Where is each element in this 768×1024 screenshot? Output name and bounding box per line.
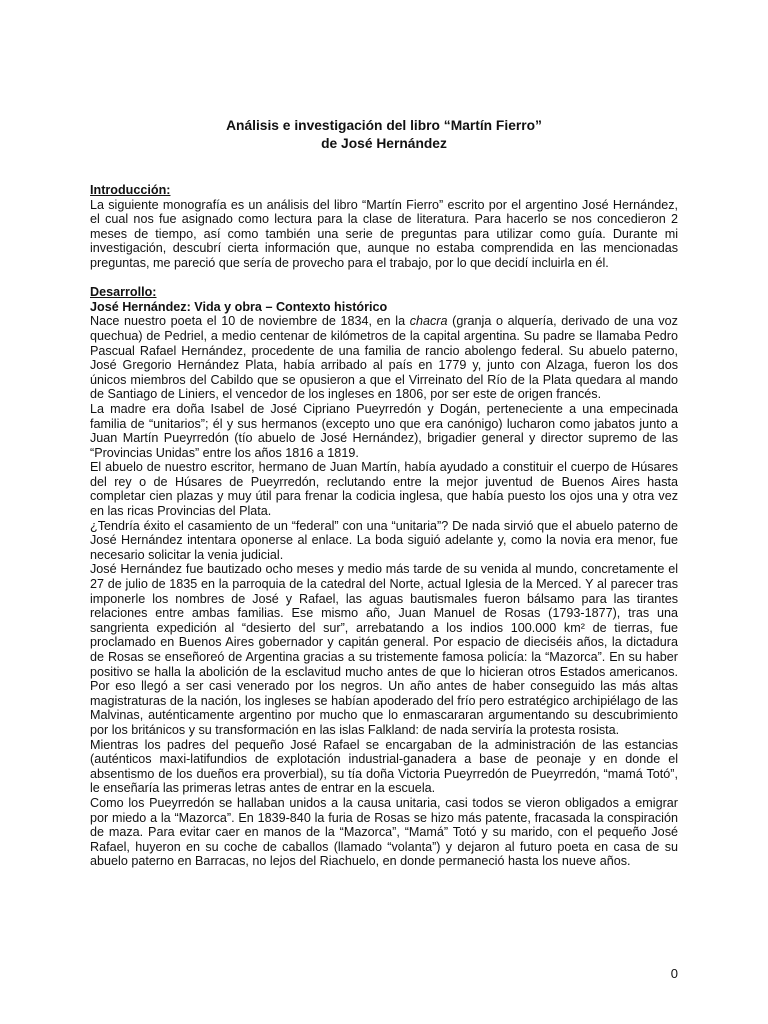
body-paragraph-7: Como los Pueyrredón se hallaban unidos a la causa unitaria, casi todos se vieron obligados a emigrar por miedo a la “Mazorca”. En 1839-840 la furia de Rosas se hizo más patente, fracasada la conspiración de maza. Para evitar caer en manos de la “Mazorca”, “Mamá” Totó y su marido, con el pequeño José Rafael, huyeron en su coche de caballos (llamado “volanta”) y dejaron al futuro poeta en casa de su abuelo paterno en Barracas, no lejos del Riachuelo, en donde permaneció hasta los nueve años. [90,795,678,869]
title-line-1: Análisis e investigación del libro “Martín Fierro” [226,118,542,133]
body-paragraph-4: ¿Tendría éxito el casamiento de un “federal” con una “unitaria”? De nada sirvió que el abuelo paterno de José Hernández intentara oponerse al enlace. La boda siguió adelante y, como la novia era menor, fue necesario solicitar la venia judicial. [90,518,678,562]
body-paragraph-1: Nace nuestro poeta el 10 de noviembre de 1834, en la chacra (granja o alquería, derivado de una voz quechua) de Pedriel, a medio centenar de kilómetros de la capital argentina. Su padre se llamaba Pedro Pascual Rafael Hernández, procedente de una familia de rancio abolengo federal. Su abuelo paterno, José Gregorio Hernández Plata, había arribado al país en 1779 y, junto con Alzaga, fueron los dos únicos miembros del Cabildo que se opusieron a que el Virreinato del Río de la Plata quedara al mando de Santiago de Liniers, el vencedor de los ingleses en 1806, por ser este de origen francés. [90,314,678,402]
body-paragraph-3: El abuelo de nuestro escritor, hermano de Juan Martín, había ayudado a constituir el cuerpo de Húsares del rey o de Húsares de Pueyrredón, reclutando entre la mejor juventud de Buenos Aires hasta completar cien plazas y muy útil para frenar la codicia inglesa, que había puesto los ojos una y otra vez en las ricas Provincias del Plata. [90,460,678,519]
body-paragraph-5: José Hernández fue bautizado ocho meses y medio más tarde de su venida al mundo, concretamente el 27 de julio de 1835 en la parroquia de la catedral del Norte, actual Iglesia de la Merced. Y al parecer tras imponerle los nombres de José y Rafael, las aguas bautismales fueron bálsamo para las tirantes relaciones entre ambas familias. Ese mismo año, Juan Manuel de Rosas (1793-1877), tras una sangrienta expedición al “desierto del sur”, arrebatando a los indios 100.000 km² de tierras, fue proclamado en Buenos Aires gobernador y capitán general. Por espacio de dieciséis años, la dictadura de Rosas se enseñoreó de Argentina gracias a su tristemente famosa policía: la “Mazorca”. En su haber positivo se halla la abolición de la esclavitud mucho antes de que lo hicieran otros Estados americanos. Por eso llegó a ser casi venerado por los negros. Un año antes de haber conseguido las más altas magistraturas de la nación, los ingleses se habían apoderado del frío pero estratégico archipiélago de las Malvinas, auténticamente argentino por mucho que lo enmascararan argumentando su descubrimiento por los británicos y su transformación en las islas Falkland: de nada serviría la protesta rosista. [90,562,678,737]
page-number: 0 [670,966,678,981]
title-line-2: de José Hernández [321,136,447,151]
body-paragraph-6: Mientras los padres del pequeño José Rafael se encargaban de la administración de las estancias (auténticos maxi-latifundios de explotación industrial-ganadera a base de peonaje y en donde el absentismo de los dueños era proverbial), su tía doña Victoria Pueyrredón de Pueyrredón, “mamá Totó”, le enseñaría las primeras letras antes de entrar en la escuela. [90,737,678,796]
section-spacer [90,271,678,286]
section-heading: José Hernández: Vida y obra – Contexto histórico [90,299,388,314]
document-title [90,117,678,153]
development-heading: Desarrollo: [90,285,157,300]
intro-heading: Introducción: [90,183,171,197]
body-paragraph-2: La madre era doña Isabel de José Cipriano Pueyrredón y Dogán, perteneciente a una empecinada familia de “unitarios”; él y sus hermanos (excepto uno que era canónigo) lucharon como jabatos junto a Juan Martín Pueyrredón (tío abuelo de José Hernández), brigadier general y director supremo de las “Provincias Unidas” entre los años 1816 a 1819. [90,401,678,460]
intro-paragraph: La siguiente monografía es un análisis del libro “Martín Fierro” escrito por el argentino José Hernández, el cual nos fue asignado como lectura para la clase de literatura. Para hacerlo se nos concedieron 2 meses de tiempo, así como también una serie de preguntas para utilizar como guía. Durante mi investigación, descubrí cierta información que, aunque no estaba comprendida en las mencionadas preguntas, me pareció que sería de provecho para el trabajo, por lo que decidí incluirla en él. [90,197,678,270]
document-body [90,183,678,869]
